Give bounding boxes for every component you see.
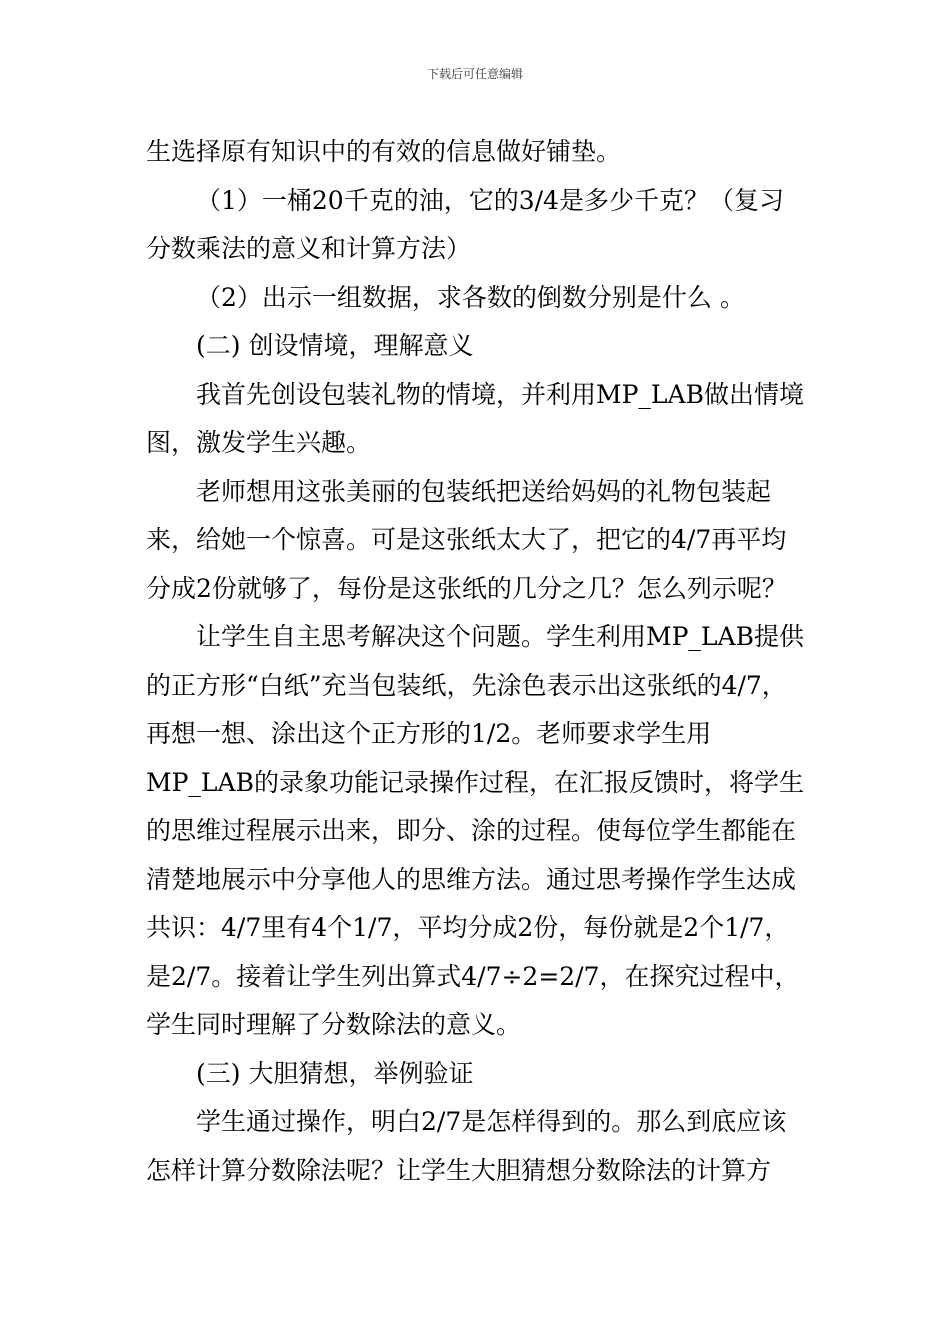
paragraph: （2）出示一组数据，求各数的倒数分别是什么 。 bbox=[196, 282, 745, 312]
paragraph: 老师想用这张美丽的包装纸把送给妈妈的礼物包装起来，给她一个惊喜。可是这张纸太大了，把它的4/7再平均分成2份就够了，每份是这张纸的几分之几？怎么列示呢？ bbox=[146, 476, 787, 603]
section-heading: (三) 大胆猜想，举例验证 bbox=[196, 1058, 474, 1088]
page-header: 下载后可任意编辑 bbox=[426, 67, 523, 81]
paragraph: （1）一桶20千克的油，它的3/4是多少千克？（复习分数乘法的意义和计算方法） bbox=[146, 185, 784, 263]
paragraph: 让学生自主思考解决这个问题。学生利用MP_LAB提供的正方形“白纸”充当包装纸，先涂色表示出这张纸的4/7，再想一想、涂出这个正方形的1/2。老师要求学生用MP_LAB的录象功能记录操作过程，在汇报反馈时，将学生的思维过程展示出来，即分、涂的过程。使每位学生都能在清楚地展示中分享他人的思维方法。通过思考操作学生达成共识：4/7里有4个1/7，平均分成2份，每份就是2个1/7，是2/7。接着让学生列出算式4/7÷2=2/7，在探究过程中，学生同时理解了分数除法的意义。 bbox=[146, 622, 804, 1039]
paragraph: 生选择原有知识中的有效的信息做好铺垫。 bbox=[146, 137, 622, 166]
section-heading: (二) 创设情境，理解意义 bbox=[196, 331, 474, 360]
paragraph: 学生通过操作，明白2/7是怎样得到的。那么到底应该怎样计算分数除法呢？让学生大胆猜想分数除法的计算方 bbox=[146, 1107, 787, 1185]
paragraph: 我首先创设包装礼物的情境，并利用MP_LAB做出情境图，激发学生兴趣。 bbox=[146, 379, 804, 457]
document-body bbox=[146, 128, 808, 1195]
